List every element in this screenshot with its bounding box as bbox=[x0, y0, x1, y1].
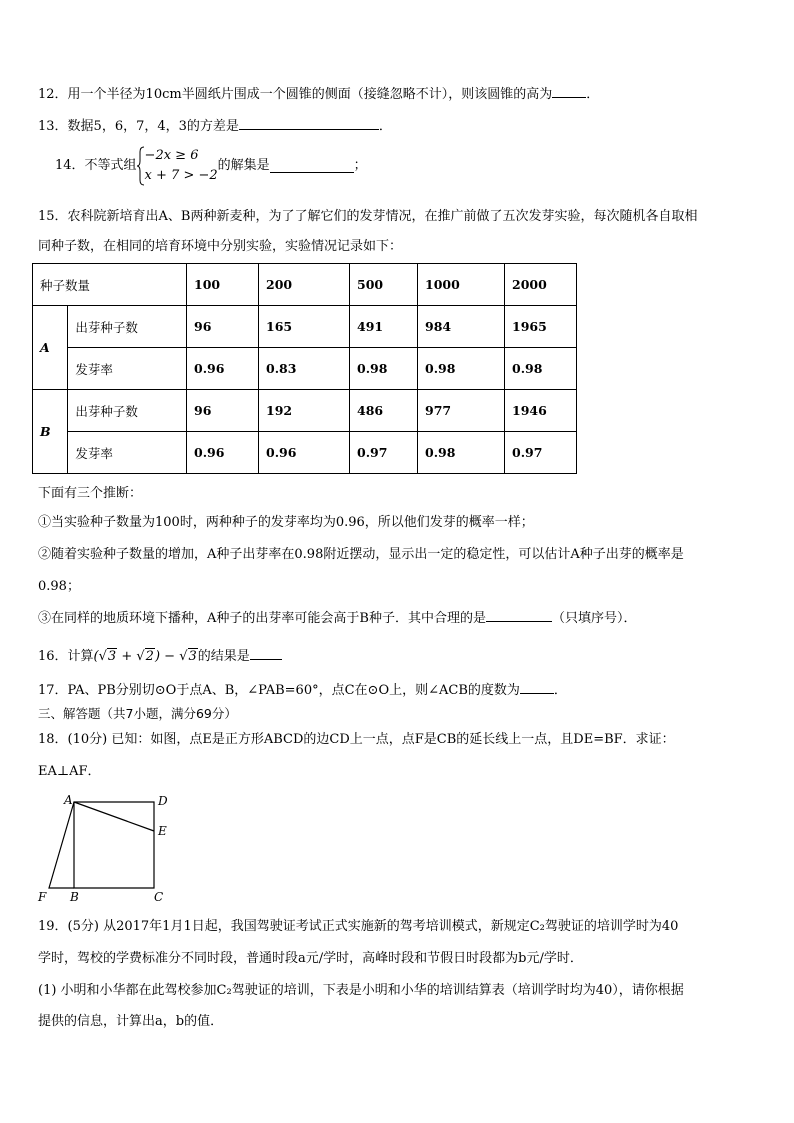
table-cell: 486 bbox=[350, 390, 418, 432]
question-15-line-1: 15．农科院新培育出A、B两种新麦种，为了了解它们的发芽情况，在推广前做了五次发芽实验，每次随机各自取相 bbox=[38, 209, 698, 224]
label-d: D bbox=[158, 794, 168, 808]
table-cell: 984 bbox=[418, 306, 505, 348]
label-a: A bbox=[64, 793, 73, 807]
brace-icon bbox=[137, 146, 145, 186]
table-cell: 491 bbox=[350, 306, 418, 348]
table-cell: 1965 bbox=[505, 306, 577, 348]
question-18-line-1: 18．(10分) 已知：如图，点E是正方形ABCD的边CD上一点，点F是CB的延长线上一点，且DE=BF．求证： bbox=[38, 732, 675, 747]
section-heading: 三、解答题（共7小题，满分69分） bbox=[38, 706, 237, 721]
inference-2-cont: 0.98； bbox=[38, 579, 80, 594]
table-cell: 0.98 bbox=[418, 348, 505, 390]
inequality-1: −2x ≥ 6 bbox=[144, 148, 199, 163]
table-cell: 977 bbox=[418, 390, 505, 432]
table-cell: 0.83 bbox=[259, 348, 350, 390]
table-cell: 0.96 bbox=[187, 348, 259, 390]
segment-af bbox=[49, 802, 74, 888]
table-cell: 0.98 bbox=[350, 348, 418, 390]
inference-3-text: ③在同样的地质环境下播种，A种子的出芽率可能会高于B种子．其中合理的是 bbox=[38, 611, 486, 626]
radicand: 3 bbox=[107, 649, 117, 664]
label-c: C bbox=[154, 890, 164, 904]
question-14 bbox=[55, 146, 367, 190]
table-header-cell: 2000 bbox=[505, 264, 577, 306]
table-cell: 165 bbox=[259, 306, 350, 348]
question-12-text: 12．用一个半径为10cm半圆纸片围成一个圆锥的侧面（接缝忽略不计），则该圆锥的高为 bbox=[38, 87, 553, 102]
question-16-suffix: 的结果是 bbox=[197, 649, 250, 664]
radicand: 2 bbox=[145, 649, 154, 664]
question-19-line-4: 提供的信息，计算出a，b的值． bbox=[38, 1014, 224, 1029]
inequality-2: x + 7 > −2 bbox=[144, 168, 218, 183]
answer-blank-13 bbox=[239, 116, 379, 130]
group-label-b: B bbox=[33, 390, 68, 474]
inequality-system bbox=[137, 146, 218, 186]
question-17-end: ． bbox=[553, 683, 567, 698]
inference-intro: 下面有三个推断： bbox=[38, 486, 143, 501]
seed-table bbox=[32, 263, 577, 474]
question-19-line-1: 19．(5分) 从2017年1月1日起，我国驾驶证考试正式实施新的驾考培训模式，新规定C₂驾驶证的培训学时为40 bbox=[38, 919, 679, 934]
question-12 bbox=[38, 84, 599, 104]
answer-blank-17 bbox=[520, 680, 554, 694]
table-row bbox=[33, 348, 577, 390]
question-19-line-2: 学时，驾校的学费标准分不同时段，普通时段a元/学时，高峰时段和节假日时段都为b元/学时． bbox=[38, 951, 583, 966]
minus-sign: − bbox=[160, 649, 180, 664]
answer-blank-16 bbox=[250, 646, 282, 660]
question-16 bbox=[38, 646, 282, 666]
table-cell: 0.98 bbox=[505, 348, 577, 390]
question-13-end: ． bbox=[378, 119, 392, 134]
row-label: 出芽种子数 bbox=[68, 306, 187, 348]
question-17-text: 17．PA、PB分别切⊙O于点A、B，∠PAB=60°，点C在⊙O上，则∠ACB的度数为 bbox=[38, 683, 520, 698]
row-label: 发芽率 bbox=[68, 348, 187, 390]
inference-1: ①当实验种子数量为100时，两种种子的发芽率均为0.96，所以他们发芽的概率一样； bbox=[38, 515, 534, 530]
table-header-cell: 500 bbox=[350, 264, 418, 306]
answer-blank-15 bbox=[486, 608, 552, 622]
table-cell: 0.96 bbox=[187, 432, 259, 474]
table-row bbox=[33, 306, 577, 348]
inference-3 bbox=[38, 608, 636, 628]
radicand: 3 bbox=[188, 649, 197, 664]
question-16-prefix: 16．计算 bbox=[38, 649, 94, 664]
table-row bbox=[33, 432, 577, 474]
table-cell: 96 bbox=[187, 306, 259, 348]
answer-blank-14 bbox=[270, 159, 354, 173]
table-cell: 1946 bbox=[505, 390, 577, 432]
question-13 bbox=[38, 116, 392, 136]
question-17 bbox=[38, 680, 567, 700]
question-14-suffix: 的解集是 bbox=[217, 158, 270, 173]
table-cell: 0.98 bbox=[418, 432, 505, 474]
plus-sign: + bbox=[117, 649, 137, 664]
group-label-a: A bbox=[33, 306, 68, 390]
segment-ae bbox=[74, 802, 154, 831]
answer-blank-12 bbox=[552, 84, 586, 98]
question-12-end: ． bbox=[586, 87, 600, 102]
question-14-prefix: 14．不等式组 bbox=[55, 158, 137, 173]
question-13-text: 13．数据5，6，7，4，3的方差是 bbox=[38, 119, 239, 134]
label-e: E bbox=[158, 824, 167, 838]
table-cell: 96 bbox=[187, 390, 259, 432]
table-row bbox=[33, 390, 577, 432]
question-19-line-3: (1) 小明和小华都在此驾校参加C₂驾驶证的培训，下表是小明和小华的培训结算表（培训学时均为40），请你根据 bbox=[38, 983, 684, 998]
table-cell: 0.96 bbox=[259, 432, 350, 474]
inference-2: ②随着实验种子数量的增加，A种子出芽率在0.98附近摆动，显示出一定的稳定性，可以估计A种子出芽的概率是 bbox=[38, 547, 684, 562]
label-f: F bbox=[38, 890, 47, 904]
table-cell: 192 bbox=[259, 390, 350, 432]
question-15-line-2: 同种子数，在相同的培育环境中分别实验，实验情况记录如下： bbox=[38, 239, 403, 254]
paren-close: ) bbox=[154, 649, 161, 664]
table-cell: 0.97 bbox=[350, 432, 418, 474]
label-b: B bbox=[70, 890, 79, 904]
question-18-line-2: EA⊥AF． bbox=[38, 764, 101, 779]
table-header-cell: 200 bbox=[259, 264, 350, 306]
inference-3-end: （只填序号）． bbox=[551, 611, 637, 626]
paren-open: ( bbox=[93, 649, 99, 664]
table-header-cell: 100 bbox=[187, 264, 259, 306]
row-label: 发芽率 bbox=[68, 432, 187, 474]
table-header-cell: 1000 bbox=[418, 264, 505, 306]
math-expression: (√3 + √2) − √3 bbox=[93, 649, 197, 664]
table-cell: 0.97 bbox=[505, 432, 577, 474]
question-14-end: ； bbox=[353, 158, 367, 173]
square-abcd bbox=[74, 802, 154, 888]
table-header-cell: 种子数量 bbox=[33, 264, 187, 306]
table-header-row bbox=[33, 264, 577, 306]
row-label: 出芽种子数 bbox=[68, 390, 187, 432]
square-figure bbox=[34, 792, 184, 904]
